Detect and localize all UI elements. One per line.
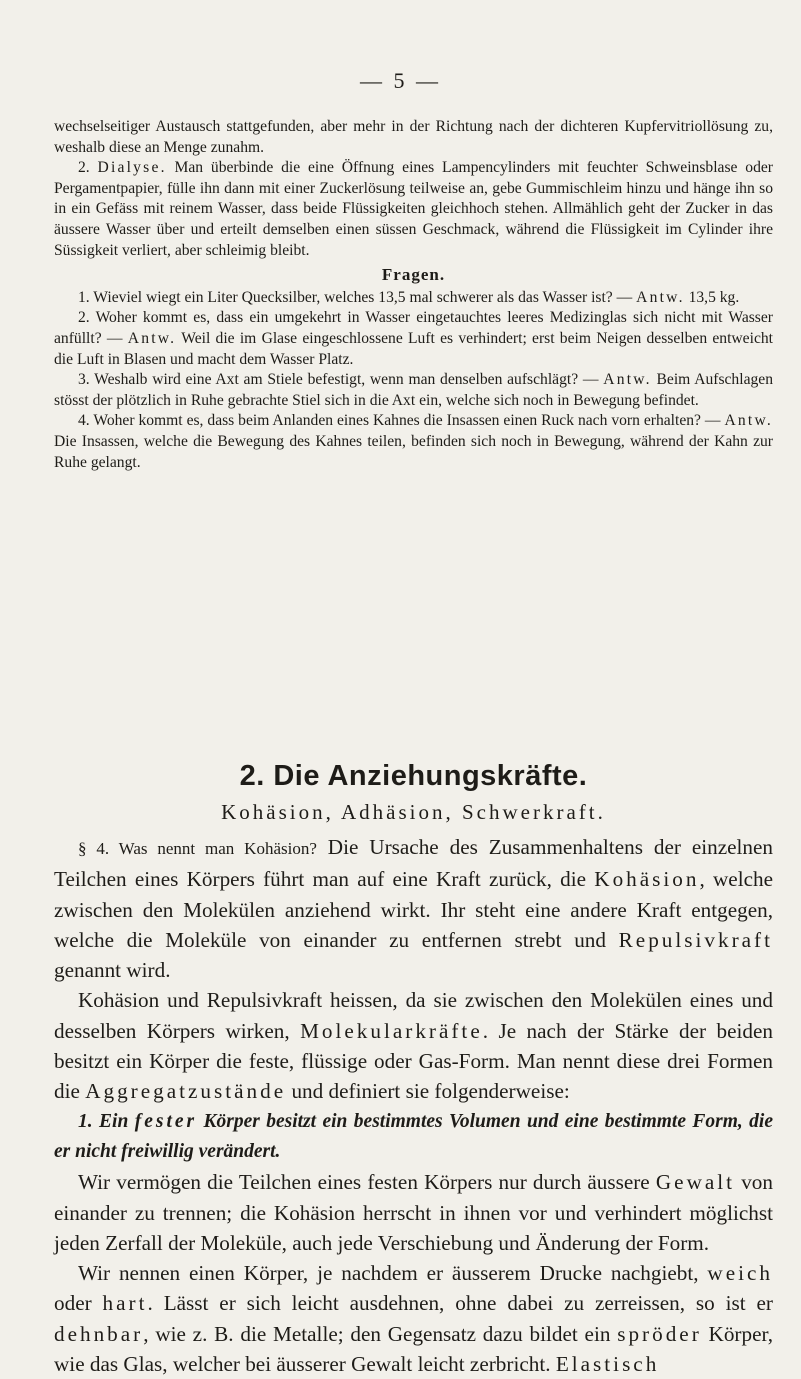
dialyse-paragraph [54, 158, 773, 261]
question-text: 2. Woher kommt es, dass ein umgekehrt in Wasser eingetauchtes leeres Medizinglas sich nicht mit Wasser anfüllt? — [54, 309, 773, 347]
answer-text: Die Insassen, welche die Bewegung des Kahnes teilen, befinden sich noch in Bewegung, während der Kahn zur Ruhe gelangt. [54, 432, 773, 471]
molekularkraefte-paragraph [54, 985, 773, 1106]
term-molekularkraefte: Molekularkräfte [300, 1018, 483, 1043]
text-run: Die Ursache des Zusammenhaltens der einzelnen Teilchen eines Körpers führt man auf eine Kraft zurück, die [54, 835, 773, 892]
answer-label: Antw. [724, 412, 773, 430]
text-run: Wir vermögen die Teilchen eines festen Körpers nur durch äussere [78, 1170, 656, 1195]
text-run: und definiert sie folgenderweise: [286, 1079, 570, 1104]
chapter-subtitle: Kohäsion, Adhäsion, Schwerkraft. [221, 800, 606, 824]
question-text: 4. Woher kommt es, dass beim Anlanden eines Kahnes die Insassen einen Ruck nach vorn erhalten? — [78, 412, 725, 430]
text-run: Kohäsion und Repulsivkraft heissen, da sie zwischen den Molekülen eines und desselben Körpers wirken, [54, 988, 773, 1043]
intro-paragraph: wechselseitiger Austausch stattgefunden, aber mehr in der Richtung nach der dichteren Kupfervitriollösung zu, weshalb diese an Menge zunahm. [54, 118, 773, 156]
small-print-block [54, 117, 773, 473]
term-hart: hart [102, 1291, 148, 1316]
question-text: 1. Wieviel wiegt ein Liter Quecksilber, welches 13,5 mal schwerer als das Wasser ist? — [78, 288, 637, 306]
term-repulsivkraft: Repulsivkraft [618, 927, 773, 952]
text-run: oder [54, 1291, 103, 1316]
chapter-title: 2. Die Anziehungskräfte. [239, 760, 588, 792]
section-body [54, 832, 773, 1379]
text-run: , wie z. B. die Metalle; den Gegensatz dazu bildet ein [143, 1321, 618, 1346]
answer-text: 13,5 kg. [684, 288, 740, 306]
question-1 [54, 288, 773, 309]
question-3 [54, 370, 773, 411]
answer-text: Beim Aufschlagen stösst der plötzlich in Ruhe gebrachte Stiel sich in die Axt ein, welche sich noch in Bewegung befindet. [54, 371, 774, 409]
dialyse-number: 2. [78, 159, 98, 177]
dialyse-text: Man überbinde die eine Öffnung eines Lampencylinders mit feuchter Schweinsblase oder Pergamentpapier, fülle ihn dann mit einer Zuckerlösung teilweise an, gebe Gummischleim hinzu und hänge ihn so in ein Gefäss mit reinem Wasser, dass beide Flüssigkeiten gleichhoch stehen. Allmählich geht der Zucker in das äussere Wasser über und erteilt demselben einen süssen Geschmack, während die Flüssigkeit im Cylinder ihre Süssigkeit verliert, aber schleimig bleibt. [54, 159, 773, 259]
text-run: Wir nennen einen Körper, je nachdem er äusserem Drucke nachgiebt, [78, 1261, 708, 1286]
text-run: 1. Ein [78, 1110, 135, 1132]
answer-text: Weil die im Glase eingeschlossene Luft es verhindert; erst beim Neigen desselben entweicht die Luft in Blasen und macht dem Wasser Platz. [54, 329, 773, 368]
text-run: von einander zu trennen; die Kohäsion herrscht in ihnen vor und verhindert möglichst jeden Zerfall der Moleküle, auch jede Verschiebung und Änderung der Form. [54, 1170, 773, 1255]
definition-fester-koerper [54, 1107, 773, 1168]
term-gewalt: Gewalt [655, 1170, 736, 1195]
text-run: genannt wird. [54, 958, 171, 983]
section-label: § 4. Was nennt man Kohäsion? [78, 839, 317, 858]
answer-label: Antw. [636, 288, 685, 306]
text-run: Körper, wie das Glas, welcher bei äusserer Gewalt leicht zerbricht. [54, 1321, 773, 1377]
question-4 [54, 411, 773, 473]
haerte-paragraph [54, 1258, 773, 1379]
term-fester: fester [134, 1110, 198, 1132]
fragen-heading: Fragen. [381, 265, 446, 285]
term-weich: weich [707, 1261, 773, 1286]
gewalt-paragraph [54, 1167, 773, 1258]
term-elastisch: Elastisch [555, 1352, 660, 1377]
page-number: — 5 — [360, 68, 441, 93]
answer-label: Antw. [603, 371, 652, 389]
question-text: 3. Weshalb wird eine Axt am Stiele befestigt, wenn man denselben aufschlägt? — [78, 371, 604, 389]
answer-label: Antw. [127, 329, 177, 347]
term-kohaesion: Kohäsion [594, 867, 700, 892]
term-sproeder: spröder [617, 1321, 702, 1346]
dialyse-term: Dialyse. [97, 159, 167, 177]
term-dehnbar: dehnbar [54, 1321, 144, 1346]
text-run: , welche zwischen den Molekülen anziehend wirkt. Ihr steht eine andere Kraft entgegen, welche die Moleküle von einander zu entfernen strebt und [54, 867, 774, 952]
kohaesion-paragraph [54, 832, 773, 985]
question-2 [54, 308, 773, 370]
text-run: Körper besitzt ein bestimmtes Volumen und eine bestimmte Form, die er nicht freiwillig verändert. [54, 1110, 773, 1162]
term-aggregatzustaende: Aggregatzustände [85, 1079, 287, 1104]
text-run: . Lässt er sich leicht ausdehnen, ohne dabei zu zerreissen, so ist er [147, 1291, 773, 1316]
text-run: . Je nach der Stärke der beiden besitzt ein Körper die feste, flüssige oder Gas-Form. Man nennt diese drei Formen die [54, 1018, 773, 1104]
